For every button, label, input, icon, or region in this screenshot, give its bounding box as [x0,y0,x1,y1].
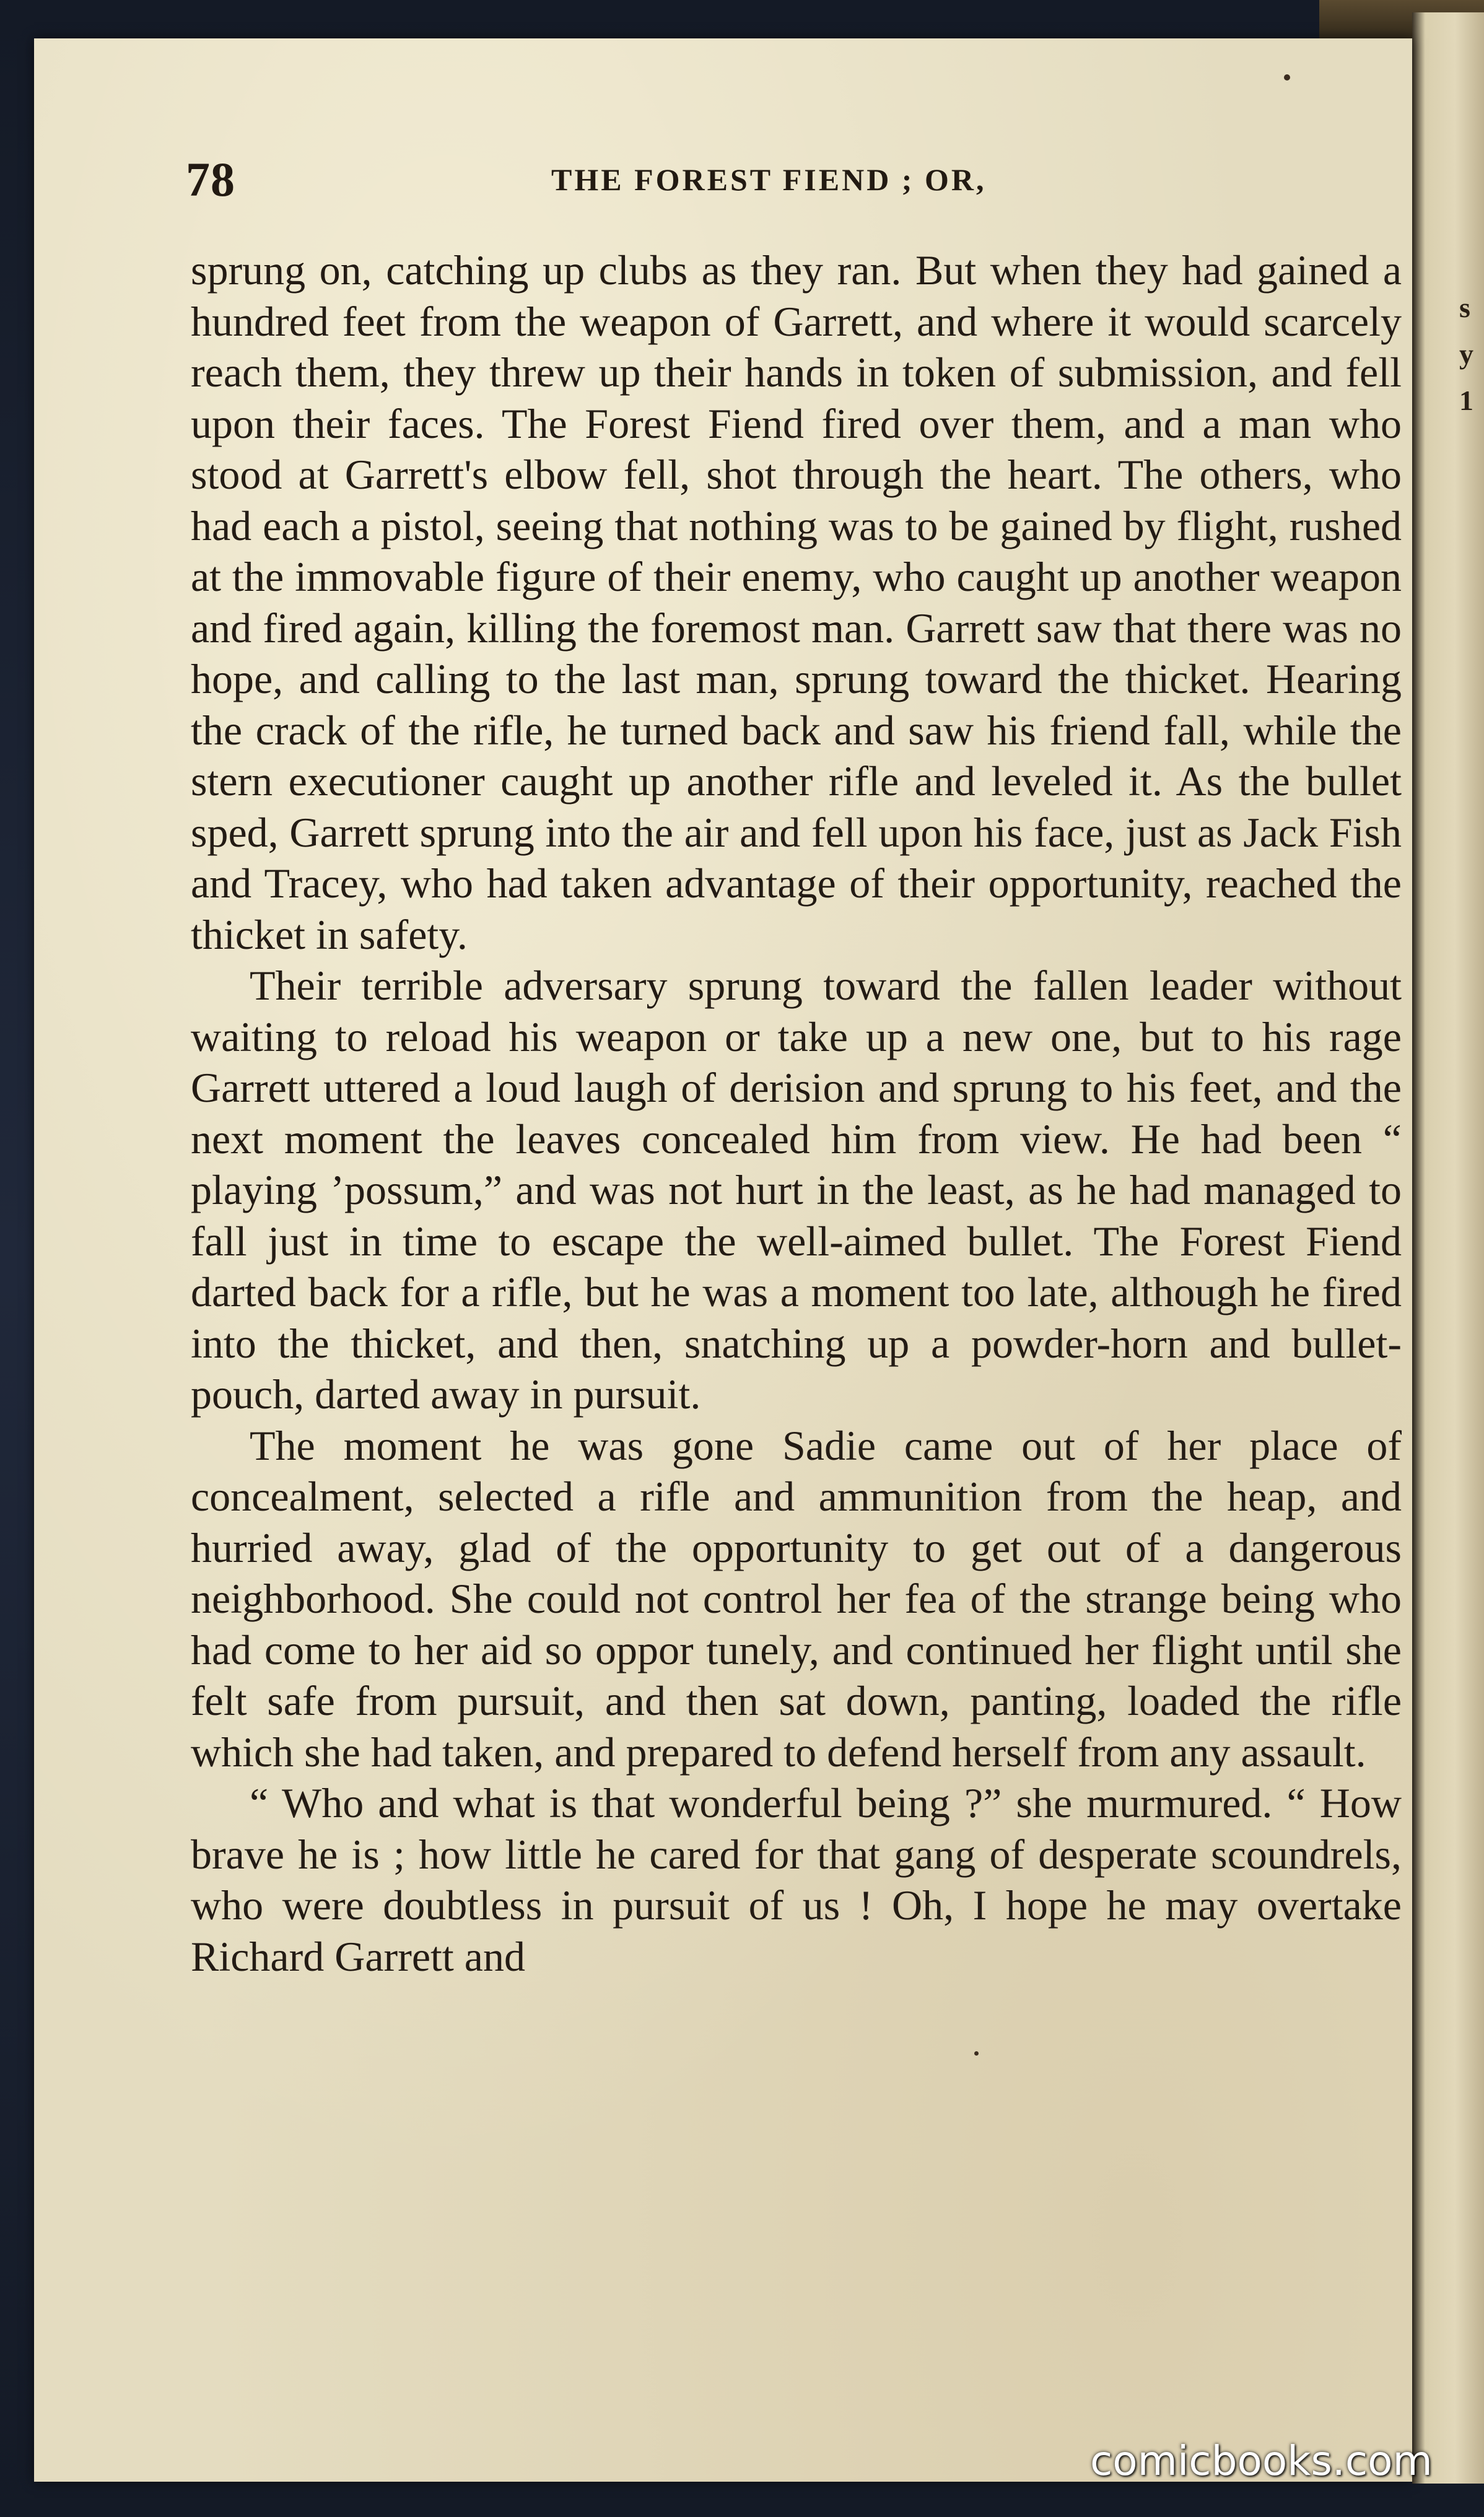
paragraph: Their terrible adversary sprung toward the fallen leader without waiting to reload his weapon or take up a new one, but to his rage Garrett uttered a loud laugh of derision and sprung to his feet, and the next moment the leaves concealed him from view. He had been “ playing ’possum,” and was not hurt in the least, as he had managed to fall just in time to escape the well-aimed bullet. The Forest Fiend darted back for a rifle, but he was a moment too late, although he fired into the thicket, and then, snatching up a powder-horn and bullet-pouch, darted away in pursuit. [191,962,1402,1418]
ink-speck [1284,74,1290,81]
running-head: THE FOREST FIEND ; OR, [551,162,987,197]
facing-page-fragment: y [1459,338,1473,370]
facing-page-fragment: s [1459,292,1470,323]
watermark: comicbooks.com [1090,2437,1433,2485]
paragraph: sprung on, catching up clubs as they ran. But when they had gained a hundred feet from the weapon of Garrett, and where it would scarcely reach them, they threw up their hands in token of submission, and fell upon their faces. The Forest Fiend fired over them, and a man who stood at Garrett's elbow fell, shot through the heart. The others, who had each a pistol, seeing that nothing was to be gained by flight, rushed at the immovable figure of their enemy, who caught up another weapon and fired again, killing the foremost man. Garrett saw that there was no hope, and calling to the last man, sprung toward the thicket. Hearing the crack of the rifle, he turned back and saw his friend fall, while the stern executioner caught up another rifle and leveled it. As the bullet sped, Garrett sprung into the air and fell upon his face, just as Jack Fish and Tracey, who had taken advantage of their opportunity, reached the thicket in safety. [191,246,1402,958]
ink-speck [974,2051,979,2056]
paragraph: The moment he was gone Sadie came out of her place of concealment, selected a rifle and ammunition from the heap, and hurried away, glad of the opportunity to get out of a dangerous neighborhood. She could not control her fea of the strange being who had come to her aid so oppor tunely, and continued her flight until she felt safe from pursuit, and then sat down, panting, loaded the rifle which she had taken, and prepared to defend herself from any assault. [191,1421,1402,1776]
facing-page-fragment: 1 [1459,385,1473,416]
body-text [191,245,1402,1982]
paragraph: “ Who and what is that wonderful being ?” she murmured. “ How brave he is ; how little he cared for that gang of desperate scoundrels, who were doubtless in pursuit of us ! Oh, I hope he may overtake Richard Garrett and [191,1779,1402,1980]
facing-page-edge [1412,12,1484,2484]
page-number: 78 [186,152,235,206]
page-header [186,152,1394,207]
